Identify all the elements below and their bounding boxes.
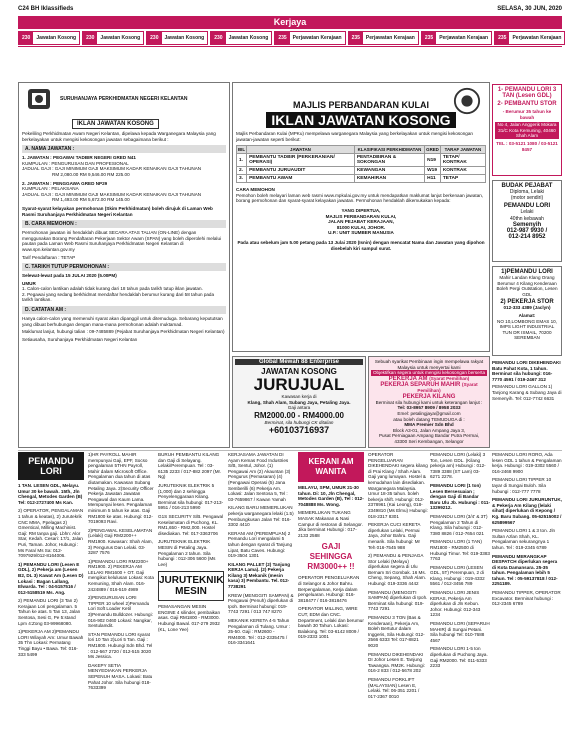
- category-tab[interactable]: [210, 31, 272, 45]
- table-header: TARAF JAWATAN: [440, 146, 485, 154]
- rlori-t3: 2) PEKERJA STOR: [500, 299, 554, 306]
- category-tab[interactable]: [348, 31, 419, 45]
- col5-head4: SEHINGGA: [309, 552, 353, 562]
- spn-kelantan-ad: [18, 82, 230, 448]
- category-label: Perjawatan Kerajaan: [439, 35, 489, 41]
- listing-item: PEMASANGAN MESIN ENGINE 4 silinder, pembaikan asas. Gaji RM1800 - RM3000. Hubungi Bawal. 017-279 2932 (KL, Lone Yee): [158, 604, 221, 632]
- col5-head3: GAJI: [321, 542, 341, 552]
- table-header: KLASIFIKASI PERKHIDMATAN: [354, 146, 424, 154]
- category-label: Jawatan Kosong: [100, 35, 141, 41]
- classified-col-3: [158, 452, 224, 722]
- category-num: 235: [495, 32, 509, 44]
- spn-c-2: 2. Pegawai yang sedang berkhidmat mendaftar hendaklah berumur kurang dari 58 tahun pada tarikh lantikan.: [22, 291, 215, 303]
- spn-title: IKLAN JAWATAN KOSONG: [72, 119, 159, 129]
- listing-item: PEMANDU (MENGGITI SAMPAN) diperlukan di Ipoh. Berminat sila hubungi: 019-7743 7291: [368, 589, 428, 612]
- category-tab[interactable]: [146, 31, 208, 45]
- budak-t4: PEMANDU LORI: [503, 203, 551, 210]
- listing-item: OPERATOR PENGELUARAN di Selangor & Johor Bahru. Berpengalaman, Kerja dalam pengeluaran. Hubungi: 016-3818477 / 016-3818476: [298, 575, 360, 603]
- budak-t3: (motor sendiri): [510, 195, 544, 202]
- job2-name: PENGGAWA GRED NP29: [53, 180, 108, 186]
- pink-intro2: Objektifkan segera untuk mengisi kekosongan berserta: [372, 370, 486, 376]
- listing-item: 1)HR PAYROLL MAHIR mempunyai Gaji, EPF, Socso pengalaman 5THN Payroll, Mahir dalam Microsoft Office. Pengalaman dua tahun di atas diutamakan. Kawasan Subang Petaling Jaya. 2)Security Officer Pekerja Jawatan Jawatan Pengawal dan Kaum Lama. Mempunyai lesen. Pengalaman minimum 5 tahun ke atas. Gaji RM1800 ke atas. Hubungi: 012-7019093 Ravi.: [88, 452, 154, 525]
- listing-item: PEMANDU LORI 1 & 3 ton. Jln Sultan Azlan Shah, KL. Pengalaman sekurangnya 1 tahun. Tel : 019-2345 6789: [492, 528, 556, 550]
- category-label: Perjawatan Kerajaan: [365, 35, 415, 41]
- job1-no: 1.: [22, 155, 26, 161]
- table-cell: PENTADBIRAN & SOKONGAN: [354, 154, 424, 167]
- spn-c-umur: UMUR: [22, 280, 36, 286]
- table-cell: TETAP: [440, 175, 485, 183]
- classified-col-2: [88, 452, 154, 722]
- listing-item: PEMANDU LORI TIPPER 10 tayar di Sungai Buloh. Sila hubungi : 012-777 7778: [492, 477, 552, 494]
- listing-item: JURUTEKNIK ELEKTRIK MESIN di Petaling Jaya. Pengalaman 2 tahun. Sila hubungi : 012-306 5600 (Ms Lee): [158, 539, 216, 567]
- section-title: Kerjaya: [18, 16, 562, 29]
- classified-col-1: [18, 452, 84, 722]
- mpk-addr-line: MAJLIS PERBANDARAN KULAI,: [325, 213, 397, 219]
- table-cell: TETAP/ KONTRAK: [440, 154, 485, 167]
- category-num: 235: [422, 32, 436, 44]
- jurujual-ad: [232, 356, 366, 448]
- mpk-intro: Majlis Perbandaran Kulai (MPKu) mempelawa warganegara Malaysia yang berkelayakan untuk mengisi kekosongan jawatan-jawatan seperti berikut:: [236, 131, 473, 142]
- mpk-addr-line: U.P.: UNIT SUMBER MANUSIA: [328, 230, 394, 236]
- category-strip: [18, 31, 562, 45]
- listing-item: PEMANDU LORI GALLON 1) Tanjong Karang & Subang Jaya di Semenyih. Tel: 012-7742 6631: [492, 384, 562, 401]
- kelantan-crest-icon: [22, 86, 56, 112]
- rlori-t4: 012-333 4389 (Jaclyn): [503, 305, 551, 311]
- section-rule: [18, 46, 562, 47]
- table-cell: PEMBANTU JURUAUDIT: [247, 167, 355, 175]
- listing-item: 2) PEMANDU LORI (3 Tan 2) Kerajaan Lori pengalaman. 5 Tahun ke atas. 5 Tan 13, Jalan Sentosa, Sesi G, Pe 5:stand Lpm 4:Zong 03-99968080.: [18, 598, 81, 626]
- listing-item: OPERATOR PENGELUARAN DIKEHENDAKI segera kilang di Prai Klang / Shah Alam. Gaji yang lumayan. Hostel & kemudahan lain disediakan. Warganegara Malaysia. Umur 18-35 tahun. boleh bekerja shift. Hubungi: 012-2378961 (Kai Leong), 018-2349810 (Ms Elmu) Hubungi: 018-2317 8301: [368, 452, 428, 519]
- pink-addr2: Block A3-01, Jalan Ampang Jaya 3,: [392, 427, 466, 433]
- listing-item: OPERATOR MILLING, WIRE CUT, EDM dan CNC. Department, Lelaki dan berumur bawah 30 Tahun. Lokasi: Balakong. Tel: 03-6142 8009 / 019-2333 1001: [298, 606, 364, 640]
- table-row: [237, 167, 486, 175]
- spn-b-text: Permohonan jawatan ini hendaklah dibuat SECARA ATAS TALIAN (ON-LINE) dengan menggunakan Borang Pendaftaran Pekerjaan Sektor Awam (SPAN) yang boleh diperolehi melalui pautan pada Laman Web Rasmi Suruhanjaya Perkhidmatan Negeri Kelantan di www.spn.kelantan.gov.my: [22, 230, 222, 252]
- pink-tel: Tel: 03-8957 8909 / 8958 2033: [397, 405, 461, 411]
- jurujual-phone: +60103716937: [268, 425, 330, 436]
- classified-col-6: [368, 452, 428, 722]
- jurujual-amount: RM2000.00 - RM4000.00: [254, 410, 344, 420]
- spn-d-sign: Setiausaha, Suruhanjaya Perkhidmatan Negeri Kelantan: [22, 336, 138, 342]
- listing-item: PEMANDU LORI (1 TAN) RM1800 - RM2500 di Hubungi Timur. Tel: 019-3383 7763: [430, 539, 490, 562]
- job2-jadual: JADUAL GAJI : GAJI MINIMUM GAJI MAKSIMUM KADAR KENAIKAN GAJI TAHUNAN: [22, 191, 202, 197]
- job1-jadual: JADUAL GAJI : GAJI MINIMUM GAJI MAKSIMUM KADAR KENAIKAN GAJI TAHUNAN: [22, 166, 202, 172]
- job2-kumpulan: KUMPULAN : PELAKSANA: [22, 186, 79, 192]
- mpkulai-logo-icon: [453, 87, 481, 115]
- category-tab[interactable]: [421, 31, 492, 45]
- listing-item: KREW (MENGGITI SAMPAN) & Pengawai (Penuh) diperlukan di Ipoh. Berminat hubungi: 019-7743 7291 / 013 747 8270: [228, 592, 294, 615]
- table-cell: KONTRAK: [440, 167, 485, 175]
- budak-t1: BUDAK PEJABAT: [501, 183, 553, 189]
- right-column-upper-listings: [492, 360, 562, 448]
- jurujual-pay-label: Gaji antara: [287, 405, 311, 411]
- listing-item: PEMANDU LORI JURURUNTUK, & Pekerja Am Kilang (lelaki sihat) diperlukan di Kepong / Kg. Baru Subang. 05-62515002 / 625899567: [492, 497, 562, 525]
- spn-c-1: 1. Calon-calon lantikan adalah tidak kurang dari 18 tahun pada tarikh tutup iklan jawatan.: [22, 286, 203, 292]
- table-cell: W19: [425, 167, 441, 175]
- listing-item: 2)PENGAWAL KESELAMATAN (Lelaki) Gaji RM2200++ RM1900. Kawasan: Shah Alam, 3) Pengurus Dan Lelaki. 03-3287 7576: [88, 527, 153, 556]
- listing-item: KERJASAMA JAWATAN DI Ayam Kemas Food Industries S/B, Sentul, Johor. (1) Pengawai Am (2) Akauntan (3) Pengurus (Pemasaran) (4) (Pengawai Operasi (5) Jana Semberilli (6) Pekerja Am. Lokasi: Jalan Sentosa 5, Tel : 03-7659867 / Kawan Yamah: [228, 452, 291, 502]
- job2-no: 2.: [22, 180, 26, 186]
- spn-section-d: D. CATATAN AM :: [22, 306, 226, 314]
- table-row: [237, 175, 486, 183]
- spn-section-a: A. NAMA JAWATAN :: [22, 145, 226, 153]
- col3-title1: JURUTEKNIK: [159, 575, 224, 587]
- jurujual-company: Global Mewah 88 Enterprise: [235, 359, 363, 365]
- listing-item: KILANG BARU MEMERLUKAN pekerja warganegara lelaki (1.5) Pembungkusan Jalan Tel: 016-3302 4410: [228, 505, 294, 528]
- listing-item: MELAYU, SPM, UMUR 21-30 tahun. Di: 10, Jln Chengal, Metodes Garden (B), Tel : 012-7048888 Ms. Wong.: [298, 485, 364, 507]
- rlori-t1: 1)PEMANDU LORI: [501, 269, 553, 275]
- table-header: GRED: [426, 147, 439, 153]
- listing-item: PEMANDU 3 TON (Bas & Kenderaan), Pekerja Am, Boleh Bertutur dalam Inggeris, Sila Hubungi: 012-2566 6333 Tel: 017-8821 9020: [368, 615, 425, 648]
- budak-t8: 012-987 9930 /: [506, 227, 548, 234]
- pekerja-am-ad: [368, 356, 490, 448]
- pemandu-lori-3tan-ad: [492, 84, 562, 176]
- listing-item: 1)PEMANDU LORI RM2200+ RM1900. 2) PEKERJA AM LELAKI RM1600 + OT. Gaji mengikut kelulusan Lokasi: Kota Kemuning, Shah Alam. 016-2424889 / 016-519 4989: [88, 558, 154, 592]
- table-cell: 2.: [237, 167, 247, 175]
- pink-email: Emel: petalingjaya@gmail.com: [397, 410, 461, 416]
- listing-item: 2) OPERATOR, PENGALAMAN 1 tahun & keatas), 2) Jurutekrik CNC MMA, Ppelagas 2) Gmentical, Milling Machinist. Gaji: RM tanpa gaji. Lbhn: Alor Star, Kedah. Cesari: 17/1, Jalan Puri, Taman. Johor, Hubungi : Ms Fara/ Ms Sa: 012-7097929/012-8164006.: [18, 508, 84, 559]
- col5-head1: KERANI AM: [308, 457, 354, 466]
- pemandu-lori-seremban-ad: [492, 266, 562, 356]
- listing-item: PEMANDU LORI (3/4' & 3T) Pengalaman 2 Tahun di Klang. Sila hubungi : 012-7380 8826 / 012-7654 021: [430, 513, 488, 536]
- category-num: 230: [83, 32, 97, 44]
- category-label: Jawatan Kosong: [228, 35, 269, 41]
- listing-item: PEMANDU LORI (LESEN GDL, 5T) Perempuan, 2 di Klang. Hubungi : 019-4332 5561 / 012-3456 789: [430, 564, 485, 587]
- pink-addr4: 43300 Seri Kembangan, Selangor: [394, 438, 464, 444]
- listing-item: PEMANDU DIKEHENDAKI DI Johor Lesen E. Tanjung Tawangsa. RM2K. Hubungi: 016-2 833 / 012-5678 202: [368, 651, 425, 674]
- classified-col-8: [492, 452, 562, 722]
- listing-item: PEMANDU FORKLIFT (MALAYSIAN) Lesen E, Lelaki. Tel: 06-351 2201 / 017-2367 0010: [368, 676, 420, 699]
- table-cell: PEMBANTU AWAM: [247, 175, 355, 183]
- listing-item: 1) PEMANDU LORI (Lesen E GDL), 2) Pekerja am (Lesen B2, DL 3) Kawat Am (Lesen D) Lokasi : Bagan Lallang, Elwarda. Tel : 04-5157516 / 012-5158519 Ms. Ang.: [18, 561, 84, 595]
- pink-intro: Sebuah syarikat Pembinaan ingin mempelawa rakyat Malaysia untuk menyertai kami: [374, 359, 484, 370]
- mpk-addr-line: 81000 KULAI, JOHOR.: [336, 224, 386, 230]
- listing-item: PEMANDU LORI DIKEHENDAKI Batu Pahat Kota, 1 tahun. Berminat sila hubungi: 016-7770 4591 / 019-2467 312: [492, 360, 561, 382]
- table-cell: H11: [425, 175, 441, 183]
- job2-salary: RM 1,493.00 RM 5,672.00 RM 145.00: [52, 197, 130, 203]
- budak-t5: Lelaki: [520, 209, 534, 216]
- jurujual-area-label: Kawasan kerja di: [281, 394, 317, 399]
- category-label: Perjawatan Kerajaan: [512, 35, 562, 41]
- budak-t6: 40thn kebawah: [510, 215, 544, 222]
- category-num: 235: [275, 32, 289, 44]
- listing-item: 1)PEKERJA AM 2)PEMANDU LORI Wilayah Am: Umur Bawah 35 Thn Lokasi: Pernatang Tinggi Bayu • Bawa. Tel: 016-333 5499: [18, 629, 84, 657]
- col5-head2: WANITA: [315, 467, 347, 476]
- pink-title2: PEKERJA SEPARUH MAHIR: [380, 381, 461, 388]
- budak-pejabat-ad: [492, 180, 562, 262]
- mpk-closing: Pada atau sebelum jam 5.00 petang pada 13 Julai 2020 (Isnin) dengan mencatat Nama dan Jawatan yang dipohon disebelah kiri sampul surat.: [237, 239, 485, 251]
- spn-b-note: Tarif Pendaftaran : TETAP: [22, 254, 76, 260]
- spn-c-text: Selewat-lewat pada 15 JULAI 2020 (5.00PM): [22, 273, 117, 279]
- listing-item: MEKANIK KERETA 4-5 Tahun Pengalaman di Tulang. Umur : 25-50. Gaji : RM2600 - RM4000. Tel : 012-2335475 / 016-3341641: [228, 618, 291, 646]
- table-header: BIL: [238, 147, 246, 153]
- listing-item: 2) PEMANDU & PENJAGA Stor Lelaki (Melayu) diperlukan segera di Ulu Bernam Sri Gombak. 16 Ms. Cheng, Sepang, Shah Alam. Hubungi: 019-3336 4442: [368, 553, 426, 587]
- spn-intro: Pekeliling Perkhidmatan Awam Negeri Kelantan, dipelawa kepada Warganegara Malaysia yang berkelayakan untuk mengisi kekosongan jawatan sebagaimana berikut :: [22, 131, 216, 142]
- listing-item: PEMANDU LORI JENIS KERAS, Pekerja Am diperlukan di Jln Kebun. Johor. Hubungi: 012-343 1234: [430, 590, 481, 618]
- mpkulai-ad: [232, 82, 490, 352]
- listing-item: PEMANDU MERANGKAP DESPATCH diperlukan segera di Kota Damansara. 25-35 tahun. Pengalaman lebih 5 tahun. Tel : 05-59137818 / 012-2251189.: [492, 553, 558, 587]
- listing-item: BURUH PEMBANTU KILANG dan Gaji di Selayang. Lelaki/Perempuan. Tel : 03-6135 2233 / 017-882 2097 (Mr. Ng): [158, 452, 222, 480]
- right-ad-line: 1- PEMANDU LORI 3 TAN (Lesen GDL): [497, 87, 557, 99]
- category-label: Jawatan Kosong: [36, 35, 77, 41]
- jurujual-title1: JAWATAN KOSONG: [261, 367, 337, 376]
- pink-addr3: Pusat Perniagaan Ampang Bandar Putra Permai,: [378, 433, 480, 439]
- table-header: JAWATAN: [247, 146, 355, 154]
- spn-section-c: C. TARIKH TUTUP PERMOHONAN :: [22, 263, 226, 271]
- category-tab[interactable]: [494, 31, 565, 45]
- listing-item: PEKERJA CUCI KERETA diperlukan Lelaki, Permai Jaya, Johor Bahru. Gaji menarik. Sila hubungi: Mr Teh 016-7545 988: [368, 522, 421, 550]
- table-cell: PEMBANTU TADBIR (PERKERANIAN/ OPERASI): [247, 154, 355, 167]
- classified-col-7: [430, 452, 490, 722]
- category-num: 230: [211, 32, 225, 44]
- category-num: 235: [349, 32, 363, 44]
- listing-item: 2)PENGURUSAN LORI TIPPER 10 wheel 2)Pemandu Lori Soft Loader Ketil 3)Pemandu Bulldozer. Hubungi: 016-902 0460 Lokasi: Nangkar, Sentulamdit.: [88, 595, 153, 629]
- job1-salary: RM 2,080.00 RM 9,546.00 RM 225.00: [52, 171, 130, 177]
- jurujual-contact-label: Berminat, sila hubungi CK ditalian: [264, 419, 334, 425]
- mpk-addr-line: YANG DIPERTUA,: [341, 207, 381, 213]
- category-tab[interactable]: [82, 31, 144, 45]
- listing-item: PEMANDU LORI RORO, Ada lesen GDL 1 tahun & Pengalaman kerja. Hubungi : 019-3302 5560 / 016-2468 9900: [492, 452, 562, 474]
- category-num: 230: [147, 32, 161, 44]
- listing-item: PEMANDU LORI (1 ton) Lesen Bersesuaian ; dengan Gaji di Bandar Baru Ulu Jb. Hubungi : 011-13299212.: [430, 482, 490, 511]
- right-ad-line: - Berumur 35 tahun ke bawah: [502, 109, 552, 120]
- pink-addr1: MMA Premier Sdn Bhd: [404, 422, 454, 428]
- pink-title3: PEKERJA KILANG: [402, 393, 456, 400]
- jurujual-title2: JURUJUAL: [253, 375, 345, 394]
- right-ad-line: No 4, Jalan Anggerik Mokara 31/C Kota Kemuning, 40460 Shah Alam: [495, 122, 559, 139]
- mpk-cara-text: Pemohon boleh melayari laman web rasmi www.mpkulai.gov.my untuk mendapatkan maklumat lanjut berkenaan jawatan, borang permohonan dan syarat-syarat kelayakan jawatan. Permohonan hendaklah dikemukakan kepada:: [236, 192, 484, 204]
- listing-item: PEMANDU LORI (Lelaki) 3 Ton, Lesen GDL. (Kilang pekerja am) Hubungi : 012-7389 3388 (ST Lam) 03-6271 2278.: [430, 452, 486, 480]
- classified-col-5: [298, 452, 364, 722]
- rlori-t2: Mahir Landan Klang Orang Berumur 4 Kilang Kenderaan Boleh Pergi Outstation, Lesen GDL: [496, 275, 558, 297]
- category-tab[interactable]: [18, 31, 80, 45]
- spn-d-info: Maklumat lanjut, hubungi talian : 09-7485889 (Pejabat Suruhanjaya Perkhidmatan Negeri Kelantan): [22, 329, 225, 335]
- job1-kumpulan: KUMPULAN : PENGURUSAN DAN PROFESIONAL: [22, 160, 129, 166]
- rlori-t6: NO 10,LOMBONG EMAS 10, IMPS LIGHT INDUSTRIAL TUN DR ISMAIL, 70200 SEREMBAN: [497, 318, 557, 341]
- listing-item: PEMANDU LORI 1-5 ton diperlukan di Puchong Jaya. Gaji RM2000. Tel: 011-5333 2233: [430, 646, 488, 669]
- classified-col-4: [228, 452, 294, 722]
- mpk-title: IKLAN JAWATAN KOSONG: [266, 112, 456, 128]
- mpk-cara: CARA MEMOHON: [236, 187, 275, 193]
- spn-note: Syarat-syarat kelayakan permohonan (Skim Perkhidmatan) boleh dirujuk di Laman Web Rasmi Suruhanjaya Perkhidmatan Negeri Kelantan: [22, 205, 213, 217]
- rlori-t5: Alamat:: [518, 312, 536, 318]
- col5-head5: RM3000++ !!: [307, 562, 355, 572]
- spn-d-text: Hanya calon-calon yang memenuhi syarat akan dipanggil untuk ditemuduga. Sebarang kepututsan yang dibuat berhubungan dengan mana-mana permohonan adalah muktamad.: [22, 316, 223, 327]
- listing-item: STAN PEMANDU LORI syarat lori 10 Tan 2)Lori 5 Tan. Gaji : RM1800. Hubungi Sdn Bhd. Tel : 012-567 2720 / 012-515 3020 Ms Jessica.: [88, 631, 153, 660]
- listing-item: KILANG PALLET (2) Tanjung KERJA Lama). (2) Pekerja Kilang 3) Mekanik (mesin kasa) 3) Pembantu. Tel. 012-7738291: [228, 561, 291, 590]
- pink-title1: PEKERJA AM: [388, 375, 428, 382]
- listing-item: JURUTEKNIK ELEKTRIK 5 (1,000) dan 2 sehingga Penyelenggaraan Kilang. Berminat sila hubungi: 017-213-5951 / 016-213 5990: [158, 482, 224, 511]
- table-cell: KEWANGAN: [354, 167, 424, 175]
- right-ad-line: 2- PEMBANTU STOR: [497, 101, 557, 107]
- listing-item: KERANI AM (PEREMPUAN) 2 Pemandu Lori mengalami 5 tahun dengan syarat di Tanjung Lipat, Batu Caves. Hubungi: 019-3504 1301: [228, 530, 293, 559]
- col1-head: PEMANDU LORI: [18, 452, 84, 480]
- job1-name: PEGAWAI TADBIR NEGERI GRED N41: [53, 155, 136, 161]
- jurujual-areas: Klang, Shah Alam, Subang Jaya, Petaling Jaya.: [247, 399, 351, 405]
- page-header-date: SELASA, 30 JUN, 2020: [497, 6, 562, 12]
- page-header-left: C24 BH Iklassifieds: [18, 6, 74, 12]
- listing-item: 1 TAN. LESEN GDL, Melayu. Umur 30 ke bawah. 15th, Jln Chengal, Metodes Garden (B) Tel: 012-2727400 Ms Kan.: [18, 483, 83, 505]
- mpk-org: MAJLIS PERBANDARAN KULAI: [292, 100, 429, 110]
- table-cell: 1.: [237, 154, 247, 167]
- budak-t2: Diploma, Lelaki: [509, 189, 545, 195]
- listing-item: DAKEPY SETIA MENYEDIAKAN PERKERJA SEPENUH MASA. Lokasi: Batu Pahat Johor. Sila hubungi 018-7633399: [88, 662, 153, 691]
- listing-item: PEMANDU LORI (SEPARUH MAHIR) di Sungai Petani. Sila hubungi Tel: 010-7688 4567: [430, 621, 490, 643]
- category-label: Perjawatan Kerajaan: [292, 35, 342, 41]
- mpk-table: [236, 145, 486, 183]
- pink-body: Berminat sila hubungi kami untuk keterangan lanjut :: [375, 399, 483, 405]
- right-ad-line: TEL : 03-5121 1080 / 03-5121 8457: [496, 140, 558, 152]
- pink-title2b: (Syarat Pemilihan): [417, 381, 478, 393]
- spn-section-b: B. CARA MEMOHON :: [22, 220, 226, 228]
- listing-item: PEMANDU TIPPER, OPERATOR Excavator. Berminat hubungi : 012-2345 6789: [492, 590, 561, 607]
- listing-item: G1S SECURITY S/B. Pengawal Keselamatan di Puchong, KL. RM1,650 - RM2,000. Hostel disediakan. Tel: 017-3363706: [158, 513, 224, 536]
- pink-walk: atau boleh datang TEMUDUGA di :: [393, 416, 465, 422]
- job1-label: JAWATAN :: [27, 155, 52, 161]
- table-row: [237, 154, 486, 167]
- col3-title2: MESIN: [175, 586, 207, 598]
- category-tab[interactable]: [274, 31, 345, 45]
- listing-item: MEMERLUKAN TUKANG MASAK Makanan & Nasi Campur di restoran di Selangor. Jika berminat Hubungi : 017-2133 2588: [298, 510, 363, 538]
- spn-org: SURUHANJAYA PERKHIDMATAN NEGERI KELANTAN: [60, 95, 188, 102]
- pink-title1b: (Syarat Pemilihan): [429, 375, 470, 381]
- category-label: Jawatan Kosong: [164, 35, 205, 41]
- job2-label: JAWATAN :: [27, 180, 52, 186]
- table-cell: N19: [425, 154, 441, 167]
- table-cell: 3.: [237, 175, 247, 183]
- budak-t9: 012-214 8952: [508, 233, 546, 240]
- mpk-addr-line: JALAN PEJABAT KERAJAAN,: [328, 219, 394, 225]
- budak-t7: Semenyih: [512, 221, 542, 228]
- divider: [18, 450, 562, 451]
- table-cell: KEMAHIRAN: [354, 175, 424, 183]
- category-num: 230: [19, 32, 33, 44]
